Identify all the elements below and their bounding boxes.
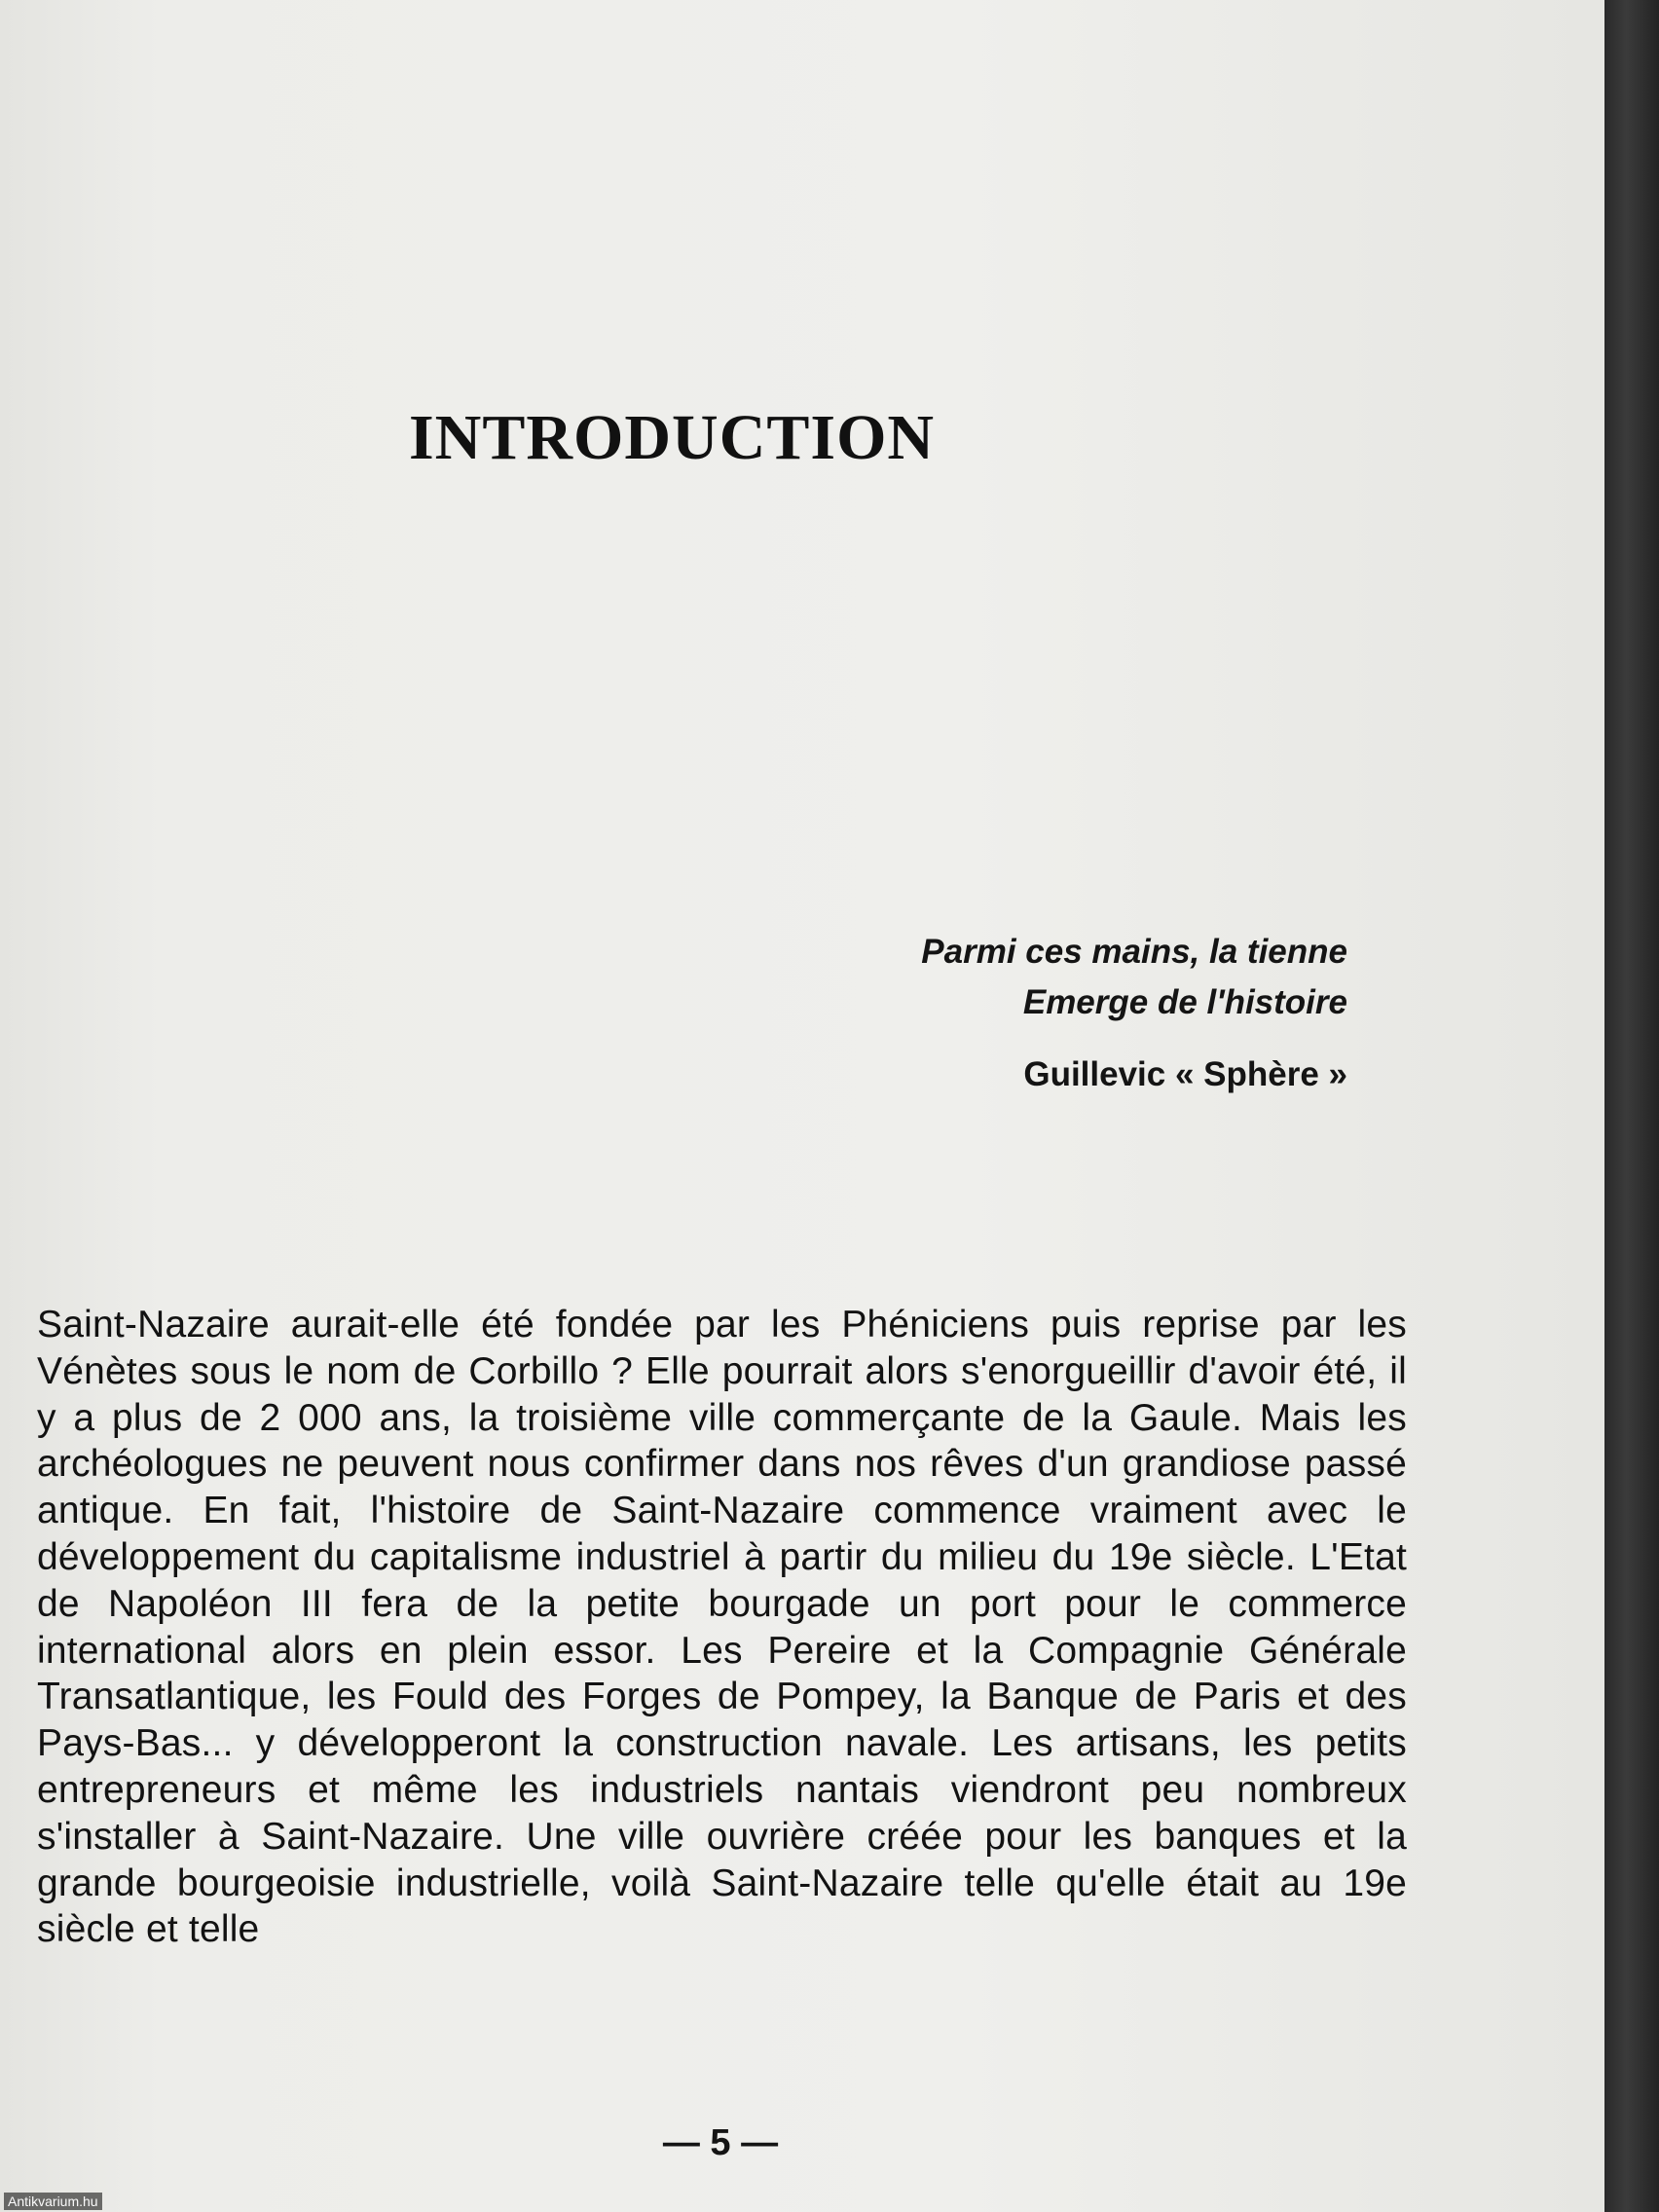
epigraph-line-1: Parmi ces mains, la tienne [921, 933, 1347, 971]
page-edge-shadow [1604, 0, 1659, 2212]
epigraph-line-2: Emerge de l'histoire [1022, 983, 1347, 1021]
epigraph-author: Guillevic « Sphère » [1023, 1055, 1347, 1093]
page-number: — 5 — [662, 2122, 779, 2163]
body-paragraph: Saint-Nazaire aurait-elle été fondée par les Phéniciens puis reprise par les Vénètes sous le nom de Corbillo ? Elle pourrait alors s'enorgueillir d'avoir été, il y a plus de 2 000 ans, la troisième ville commerçante de la Gaule. Mais les archéologues ne peuvent nous confirmer dans nos rêves d'un grandiose passé antique. En fait, l'histoire de Saint-Nazaire commence vraiment avec le développement du capitalisme industriel à partir du milieu du 19e siècle. L'Etat de Napoléon III fera de la petite bourgade un port pour le commerce international alors en plein essor. Les Pereire et la Compagnie Générale Transatlantique, les Fould des Forges de Pompey, la Banque de Paris et des Pays-Bas... y développeront la construction navale. Les artisans, les petits entrepreneurs et même les industriels nantais viendront peu nombreux s'installer à Saint-Nazaire. Une ville ouvrière créée pour les banques et la grande bourgeoisie industrielle, voilà Saint-Nazaire telle qu'elle était au 19e siècle et telle [37, 1304, 1407, 1951]
watermark: Antikvarium.hu [4, 2193, 102, 2210]
chapter-heading: INTRODUCTION [409, 402, 936, 473]
epigraph [921, 927, 1347, 1100]
